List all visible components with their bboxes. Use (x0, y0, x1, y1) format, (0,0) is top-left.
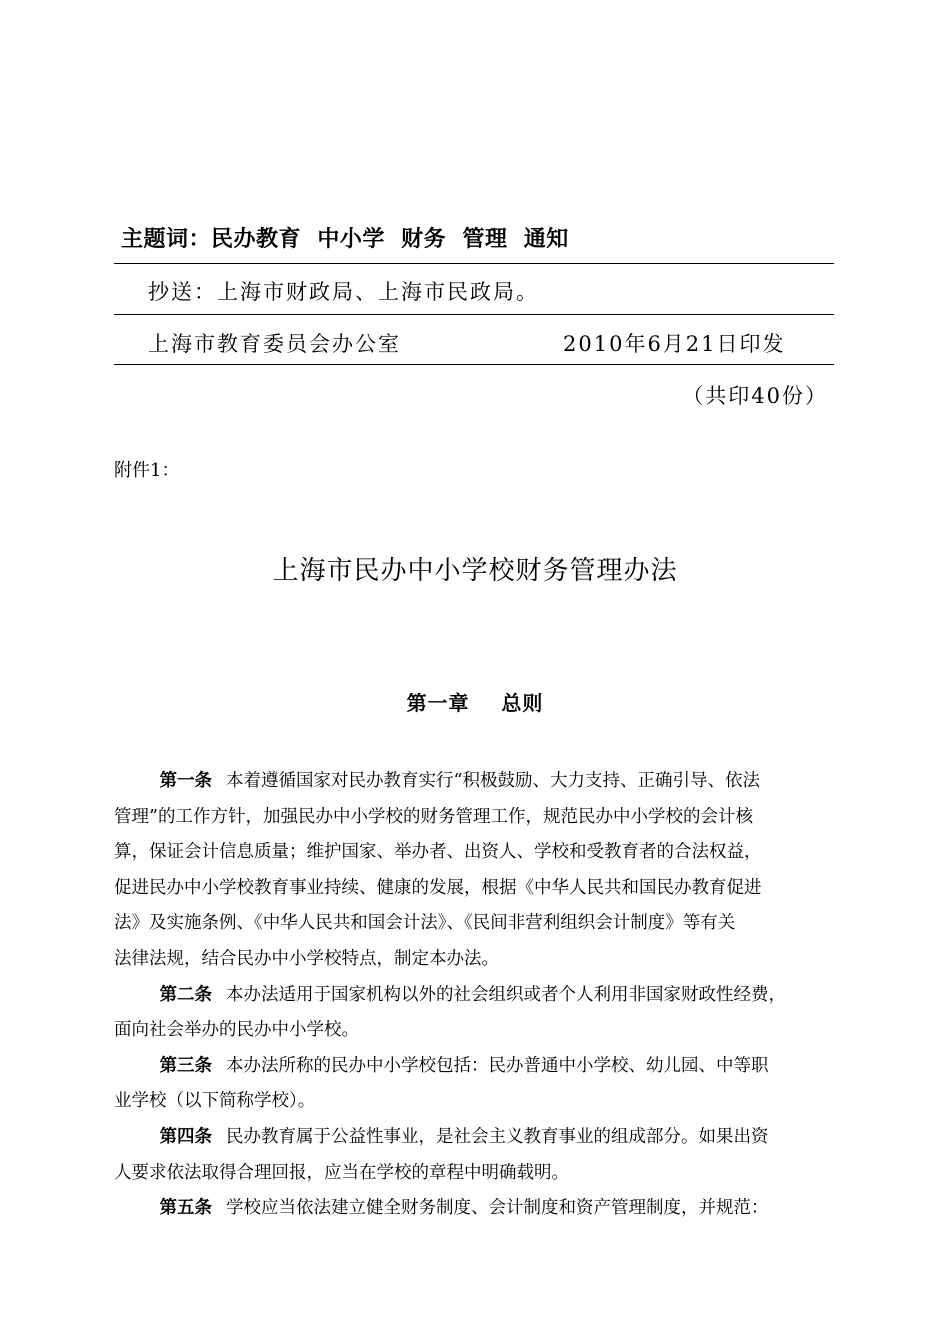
article-5 (114, 1191, 844, 1227)
divider-bottom (114, 364, 834, 365)
attachment-label: 附件1： (114, 460, 180, 481)
divider-middle (114, 314, 834, 315)
article-text: 学校应当依法建立健全财务制度、会计制度和资产管理制度，并规范： (226, 1198, 769, 1219)
issue-date: 2010年6月21日印发 (563, 332, 786, 356)
article-text: 本办法适用于国家机构以外的社会组织或者个人利用非国家财政性经费， 面向社会举办的民办中小学校。 (114, 984, 786, 1041)
copies-count: （共印40份） (682, 384, 828, 408)
divider-top (114, 263, 834, 264)
article-number: 第四条 (159, 1126, 212, 1147)
article-4 (114, 1120, 844, 1191)
article-number: 第五条 (159, 1198, 212, 1219)
article-number: 第一条 (159, 771, 212, 791)
article-3 (114, 1049, 844, 1120)
issuing-office: 上海市教育委员会办公室 (148, 332, 401, 356)
subject-label: 主题词： (121, 227, 212, 252)
subject-keywords-line (121, 222, 569, 253)
article-number: 第二条 (159, 984, 212, 1005)
cc-line: 抄送：上海市财政局、上海市民政局。 (148, 280, 539, 304)
article-2 (114, 978, 844, 1049)
document-title: 上海市民办中小学校财务管理办法 (272, 556, 678, 586)
article-number: 第三条 (159, 1055, 212, 1076)
chapter-heading: 第一章 总则 (406, 691, 544, 715)
article-list (114, 764, 844, 1227)
article-1 (114, 764, 844, 978)
article-text: 本着遵循国家对民办教育实行“积极鼓励、大力支持、正确引导、依法 管理”的工作方针，加强民办中小学校的财务管理工作，规范民办中小学校的会计核 算，保证会计信息质量；维护国家、举办者、出资人、学校和受教育者的合法权益， 促进民办中小学校教育事业持续、健康的发展，根据《中华人民共和国民办教育促进 法》及实施条例、《中华人民共和国会计法》、《民间非营利组织会计制度》等有关 法律法规，结合民办中小学校特点，制定本办法。 (114, 771, 762, 969)
subject-keywords: 民办教育 中小学 财务 管理 通知 (211, 227, 569, 252)
article-text: 民办教育属于公益性事业，是社会主义教育事业的组成部分。如果出资 人要求依法取得合理回报，应当在学校的章程中明确载明。 (114, 1126, 769, 1183)
article-text: 本办法所称的民办中小学校包括：民办普通中小学校、幼儿园、中等职 业学校（以下简称学校）。 (114, 1055, 769, 1112)
